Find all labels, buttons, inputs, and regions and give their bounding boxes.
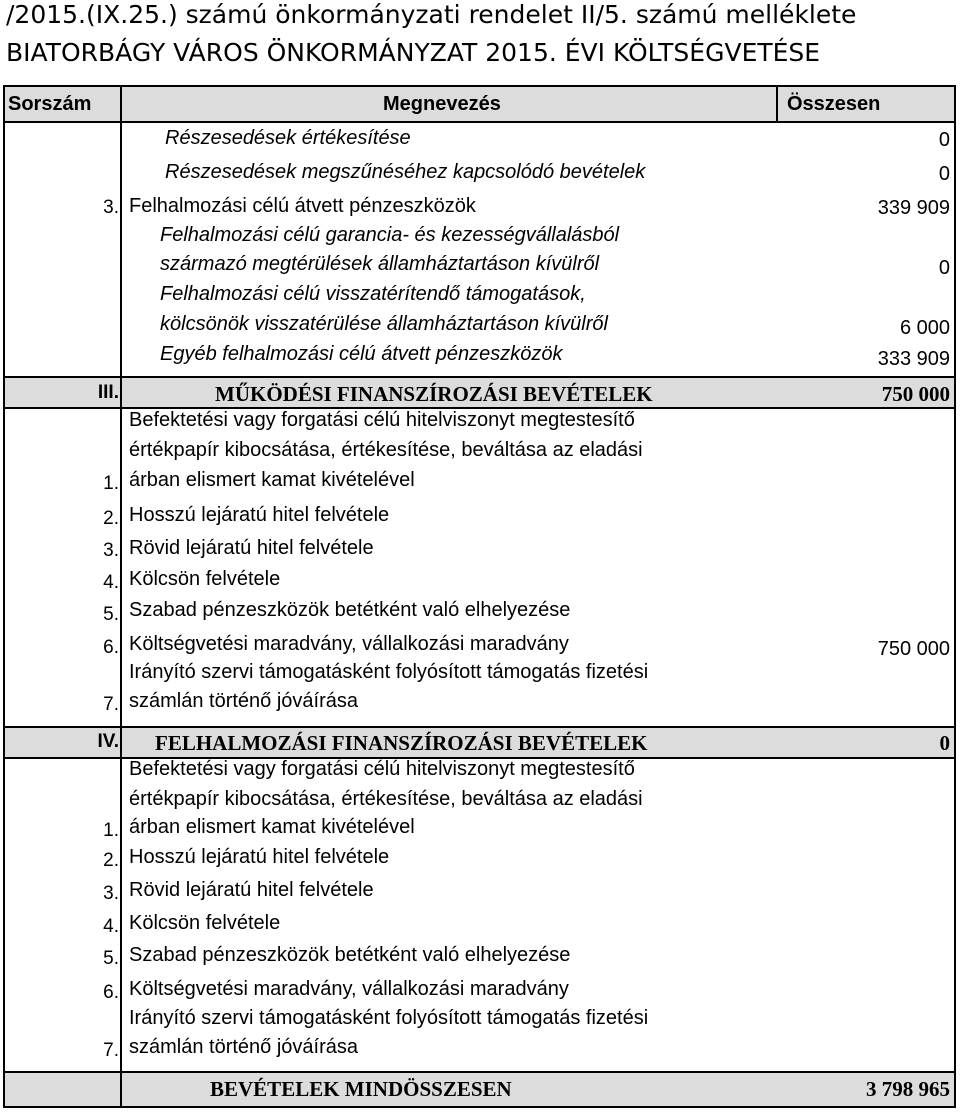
row-index: 3. xyxy=(103,197,119,218)
section-4-top-rule xyxy=(3,726,956,728)
row-name-line-2: származó megtérülések államháztartáson kívülről xyxy=(160,253,600,275)
item-total: 750 000 xyxy=(877,638,950,660)
column-header-total: Összesen xyxy=(787,93,881,115)
row-total: 6 000 xyxy=(899,317,950,339)
item-name-line-1: Irányító szervi támogatásként folyósított támogatás fizetési xyxy=(129,1007,649,1029)
item-index: 4. xyxy=(103,572,119,593)
item-index: 6. xyxy=(103,637,119,658)
item-index: 3. xyxy=(103,540,119,561)
row-name: Részesedések értékesítése xyxy=(165,127,411,149)
item-index: 2. xyxy=(103,508,119,529)
item-name: Szabad pénzeszközök betétként való elhelyezése xyxy=(129,944,571,966)
item-name-line-2: értékpapír kibocsátása, értékesítése, beváltása az eladási xyxy=(129,439,643,461)
section-4-index: IV. xyxy=(97,731,119,752)
item-index: 3. xyxy=(103,883,119,904)
item-name: Kölcsön felvétele xyxy=(129,912,281,934)
item-name-line-1: Befektetési vagy forgatási célú hitelviszonyt megtestesítő xyxy=(129,758,635,780)
item-name-line-1: Irányító szervi támogatásként folyósított támogatás fizetési xyxy=(129,661,649,683)
item-index: 7. xyxy=(103,1040,119,1061)
row-name: Részesedések megszűnéséhez kapcsolódó bevételek xyxy=(165,161,646,183)
row-name-line-2: kölcsönök visszatérülése államháztartáson kívülről xyxy=(160,313,608,335)
item-name: Költségvetési maradvány, vállalkozási maradvány xyxy=(129,978,569,1000)
row-name-line-1: Felhalmozási célú garancia- és kezességvállalásból xyxy=(160,224,620,246)
item-name: Kölcsön felvétele xyxy=(129,568,281,590)
item-name-line-3: árban elismert kamat kivételével xyxy=(129,816,415,838)
grand-total-value: 3 798 965 xyxy=(866,1077,950,1101)
item-name-line-3: árban elismert kamat kivételével xyxy=(129,469,415,491)
item-name: Költségvetési maradvány, vállalkozási maradvány xyxy=(129,633,569,655)
item-name-line-1: Befektetési vagy forgatási célú hitelviszonyt megtestesítő xyxy=(129,409,635,431)
section-3-title: MŰKÖDÉSI FINANSZÍROZÁSI BEVÉTELEK xyxy=(215,382,653,406)
column-header-name: Megnevezés xyxy=(383,93,501,115)
document-header-line-2: BIATORBÁGY VÁROS ÖNKORMÁNYZAT 2015. ÉVI KÖLTSÉGVETÉSE xyxy=(6,38,821,67)
row-total: 333 909 xyxy=(877,348,950,370)
row-name: Egyéb felhalmozási célú átvett pénzeszközök xyxy=(160,343,563,365)
item-name-line-2: számlán történő jóváírása xyxy=(129,1036,359,1058)
section-4-total: 0 xyxy=(939,731,950,755)
item-index: 2. xyxy=(103,850,119,871)
item-name-line-2: értékpapír kibocsátása, értékesítése, beváltása az eladási xyxy=(129,788,643,810)
item-index: 5. xyxy=(103,604,119,625)
item-index: 6. xyxy=(103,982,119,1003)
document-header-line-1: /2015.(IX.25.) számú önkormányzati rendelet II/5. számú melléklete xyxy=(6,0,857,29)
item-name-line-2: számlán történő jóváírása xyxy=(129,690,359,712)
item-name: Hosszú lejáratú hitel felvétele xyxy=(129,504,390,526)
row-name: Felhalmozási célú átvett pénzeszközök xyxy=(129,195,476,217)
section-3-total: 750 000 xyxy=(881,382,950,406)
item-index: 4. xyxy=(103,916,119,937)
column-divider-1 xyxy=(120,85,122,1108)
column-divider-2-header xyxy=(776,85,778,122)
header-bottom-rule xyxy=(3,121,956,123)
item-name: Rövid lejáratú hitel felvétele xyxy=(129,879,374,901)
section-3-top-rule xyxy=(3,376,956,378)
item-name: Szabad pénzeszközök betétként való elhelyezése xyxy=(129,599,571,621)
row-total: 0 xyxy=(938,163,950,185)
section-4-title: FELHALMOZÁSI FINANSZÍROZÁSI BEVÉTELEK xyxy=(155,731,648,755)
row-name-line-1: Felhalmozási célú visszatérítendő támogatások, xyxy=(160,283,586,305)
row-total: 0 xyxy=(938,257,950,279)
grand-total-top-rule xyxy=(3,1071,956,1073)
section-3-index: III. xyxy=(97,382,119,403)
item-index: 1. xyxy=(103,473,119,494)
item-name: Hosszú lejáratú hitel felvétele xyxy=(129,846,390,868)
row-total: 339 909 xyxy=(877,197,950,219)
row-total: 0 xyxy=(938,129,950,151)
item-name: Rövid lejáratú hitel felvétele xyxy=(129,537,374,559)
grand-total-label: BEVÉTELEK MINDÖSSZESEN xyxy=(210,1077,512,1101)
column-header-index: Sorszám xyxy=(8,93,92,115)
item-index: 7. xyxy=(103,694,119,715)
item-index: 5. xyxy=(103,948,119,969)
item-index: 1. xyxy=(103,820,119,841)
